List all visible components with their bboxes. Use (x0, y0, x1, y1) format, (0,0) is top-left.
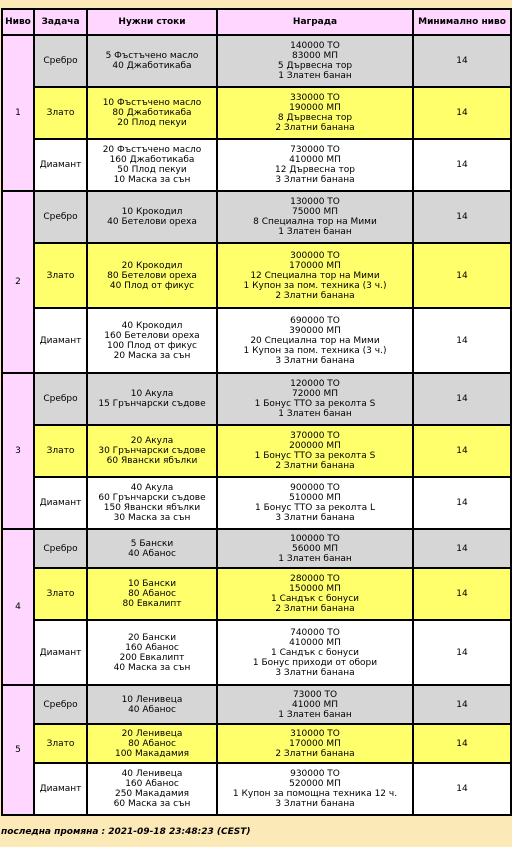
reward-line: 3 Златни банана (275, 799, 355, 809)
task-cell: Диамант (34, 308, 87, 373)
reward-line: 690000 ТО (290, 315, 340, 326)
goods-line: 160 Абанос (125, 642, 179, 653)
table-row (2, 308, 511, 373)
reward-line: 200000 МП (289, 441, 341, 451)
task-cell: Злато (34, 425, 87, 477)
reward-cell (217, 35, 413, 87)
table-row (2, 763, 511, 815)
level-cell: 3 (2, 373, 34, 529)
task-cell: Злато (34, 87, 87, 139)
reward-line: 1 Златен банан (278, 709, 352, 720)
goods-cell (87, 87, 217, 139)
goods-line: 40 Плод от фикус (109, 280, 195, 291)
task-cell: Диамант (34, 139, 87, 191)
table-row (2, 191, 511, 243)
reward-line: 740000 ТО (290, 627, 340, 638)
reward-cell (217, 425, 413, 477)
goods-line: 100 Макадамия (114, 748, 190, 759)
min-level-cell: 14 (413, 763, 511, 815)
reward-line: 1 Сандък с бонуси (270, 594, 360, 604)
goods-line: 40 Акула (130, 483, 174, 493)
level-cell: 2 (2, 191, 34, 373)
reward-line: 83000 МП (291, 51, 339, 61)
table-row (2, 139, 511, 191)
goods-line: 10 Фъстъчено масло (102, 98, 202, 108)
table-row (2, 35, 511, 87)
goods-line: 20 Бански (127, 632, 177, 643)
goods-line: 30 Маска за сън (113, 513, 191, 523)
reward-line: 1 Бонус ТТО за реколта S (254, 451, 376, 461)
min-level-cell: 14 (413, 139, 511, 191)
reward-line: 1 Бонус приходи от обори (252, 657, 378, 668)
reward-line: 20 Специална тор на Мими (250, 335, 380, 346)
last-modified: последна промяна : 2021-09-18 23:48:23 (CEST) (1, 827, 251, 837)
goods-cell (87, 724, 217, 763)
reward-line: 120000 ТО (290, 379, 340, 389)
goods-line: 10 Крокодил (121, 207, 183, 217)
reward-line: 3 Златни банана (275, 355, 355, 366)
table-row (2, 243, 511, 308)
reward-line: 2 Златни банана (275, 290, 355, 301)
task-cell: Сребро (34, 685, 87, 724)
goods-line: 40 Маска за сън (113, 662, 191, 673)
reward-cell (217, 243, 413, 308)
task-cell: Сребро (34, 35, 87, 87)
reward-cell (217, 477, 413, 529)
table-row (2, 685, 511, 724)
goods-line: 200 Евкалипт (119, 652, 185, 663)
header-task: Задача (34, 9, 87, 35)
reward-line: 73000 ТО (292, 689, 338, 700)
reward-line: 2 Златни банана (275, 123, 355, 133)
task-cell: Диамант (34, 477, 87, 529)
min-level-cell: 14 (413, 35, 511, 87)
table-header (2, 9, 511, 35)
goods-line: 80 Абанос (128, 589, 176, 599)
table-row (2, 425, 511, 477)
goods-line: 20 Фъстъчено масло (102, 145, 202, 155)
goods-line: 60 Явански ябълки (106, 456, 198, 466)
task-cell: Сребро (34, 191, 87, 243)
reward-line: 310000 ТО (290, 728, 340, 739)
goods-cell (87, 568, 217, 620)
goods-line: 160 Джаботикаба (109, 155, 195, 165)
task-cell: Диамант (34, 763, 87, 815)
level-cell: 5 (2, 685, 34, 815)
min-level-cell: 14 (413, 477, 511, 529)
goods-line: 20 Крокодил (121, 260, 183, 271)
goods-cell (87, 308, 217, 373)
table-row (2, 87, 511, 139)
min-level-cell: 14 (413, 373, 511, 425)
reward-line: 390000 МП (289, 325, 341, 336)
goods-cell (87, 763, 217, 815)
reward-cell (217, 685, 413, 724)
table-row (2, 477, 511, 529)
reward-line: 2 Златни банана (275, 748, 355, 759)
header-level: Ниво (2, 9, 34, 35)
goods-cell (87, 139, 217, 191)
min-level-cell: 14 (413, 724, 511, 763)
min-level-cell: 14 (413, 620, 511, 685)
goods-line: 10 Ленивеца (121, 694, 183, 705)
reward-line: 8 Специална тор на Мими (253, 217, 377, 227)
goods-line: 10 Бански (127, 579, 177, 589)
reward-line: 510000 МП (289, 493, 341, 503)
reward-line: 100000 ТО (290, 533, 340, 544)
reward-line: 1 Купон за пом. техника (3 ч.) (243, 345, 387, 356)
reward-cell (217, 620, 413, 685)
reward-line: 1 Златен банан (278, 553, 352, 564)
reward-line: 1 Купон за помощна техника 12 ч. (232, 789, 398, 799)
goods-line: 40 Джаботикаба (112, 61, 192, 71)
reward-line: 170000 МП (289, 738, 341, 749)
reward-line: 520000 МП (289, 779, 341, 789)
min-level-cell: 14 (413, 529, 511, 568)
reward-line: 3 Златни банана (275, 513, 355, 523)
goods-cell (87, 529, 217, 568)
goods-cell (87, 685, 217, 724)
reward-line: 2 Златни банана (275, 461, 355, 471)
goods-line: 10 Маска за сън (113, 175, 191, 185)
reward-line: 150000 МП (289, 584, 341, 594)
goods-line: 160 Абанос (125, 779, 179, 789)
goods-cell (87, 477, 217, 529)
reward-cell (217, 191, 413, 243)
goods-cell (87, 35, 217, 87)
reward-line: 8 Дървесна тор (277, 113, 353, 123)
reward-line: 1 Бонус ТТО за реколта L (255, 503, 375, 513)
reward-line: 190000 МП (289, 103, 341, 113)
goods-line: 250 Макадамия (114, 789, 190, 799)
goods-line: 40 Абанос (128, 704, 176, 715)
reward-line: 1 Златен банан (278, 71, 352, 81)
reward-cell (217, 529, 413, 568)
table-row (2, 620, 511, 685)
table-row (2, 568, 511, 620)
task-cell: Диамант (34, 620, 87, 685)
reward-line: 1 Златен банан (278, 227, 352, 237)
task-cell: Сребро (34, 529, 87, 568)
goods-line: 10 Акула (130, 389, 174, 399)
reward-line: 900000 ТО (290, 483, 340, 493)
min-level-cell: 14 (413, 191, 511, 243)
min-level-cell: 14 (413, 243, 511, 308)
reward-line: 170000 МП (289, 260, 341, 271)
goods-line: 80 Бетелови ореха (107, 270, 197, 281)
reward-line: 730000 ТО (290, 145, 340, 155)
table-row (2, 724, 511, 763)
header-row (2, 9, 511, 35)
task-cell: Сребро (34, 373, 87, 425)
reward-line: 370000 ТО (290, 431, 340, 441)
reward-line: 5 Дървесна тор (277, 61, 353, 71)
table-row (2, 373, 511, 425)
min-level-cell: 14 (413, 87, 511, 139)
reward-cell (217, 724, 413, 763)
header-reward: Награда (217, 9, 413, 35)
reward-line: 130000 ТО (290, 197, 340, 207)
reward-line: 12 Специална тор на Мими (250, 270, 380, 281)
goods-line: 5 Бански (130, 538, 174, 549)
goods-line: 20 Акула (130, 436, 174, 446)
goods-line: 15 Грънчарски съдове (98, 399, 206, 409)
reward-line: 56000 МП (291, 543, 339, 554)
goods-line: 60 Маска за сън (113, 799, 191, 809)
reward-line: 330000 ТО (290, 93, 340, 103)
reward-cell (217, 373, 413, 425)
goods-cell (87, 191, 217, 243)
goods-line: 80 Евкалипт (122, 599, 182, 609)
level-cell: 1 (2, 35, 34, 191)
reward-cell (217, 87, 413, 139)
goods-line: 80 Джаботикаба (112, 108, 192, 118)
min-level-cell: 14 (413, 425, 511, 477)
min-level-cell: 14 (413, 308, 511, 373)
tasks-table (1, 8, 512, 816)
reward-line: 1 Златен банан (278, 409, 352, 419)
goods-line: 20 Ленивеца (121, 728, 183, 739)
goods-line: 30 Грънчарски съдове (98, 446, 206, 456)
reward-line: 2 Златни банана (275, 604, 355, 614)
reward-line: 410000 МП (289, 155, 341, 165)
goods-line: 20 Маска за сън (113, 350, 191, 361)
reward-line: 410000 МП (289, 637, 341, 648)
goods-cell (87, 373, 217, 425)
reward-line: 300000 ТО (290, 250, 340, 261)
goods-line: 5 Фъстъчено масло (105, 51, 199, 61)
reward-cell (217, 568, 413, 620)
min-level-cell: 14 (413, 685, 511, 724)
reward-line: 1 Купон за пом. техника (3 ч.) (243, 280, 387, 291)
reward-line: 1 Сандък с бонуси (270, 647, 360, 658)
task-cell: Злато (34, 724, 87, 763)
goods-line: 60 Грънчарски съдове (98, 493, 206, 503)
goods-line: 40 Ленивеца (121, 769, 183, 779)
goods-line: 50 Плод пекуи (117, 165, 187, 175)
reward-line: 41000 МП (291, 699, 339, 710)
reward-cell (217, 763, 413, 815)
reward-line: 930000 ТО (290, 769, 340, 779)
goods-line: 40 Абанос (128, 548, 176, 559)
reward-line: 3 Златни банана (275, 667, 355, 678)
reward-cell (217, 139, 413, 191)
goods-cell (87, 425, 217, 477)
goods-line: 80 Абанос (128, 738, 176, 749)
header-min-level: Минимално ниво (413, 9, 511, 35)
goods-line: 150 Явански ябълки (103, 503, 201, 513)
header-goods: Нужни стоки (87, 9, 217, 35)
reward-line: 280000 ТО (290, 574, 340, 584)
reward-line: 12 Дървесна тор (275, 165, 355, 175)
level-cell: 4 (2, 529, 34, 685)
reward-line: 72000 МП (291, 389, 339, 399)
goods-line: 40 Крокодил (121, 320, 183, 331)
task-cell: Злато (34, 568, 87, 620)
goods-line: 40 Бетелови ореха (107, 217, 197, 227)
min-level-cell: 14 (413, 568, 511, 620)
task-cell: Злато (34, 243, 87, 308)
goods-line: 160 Бетелови ореха (104, 330, 200, 341)
reward-line: 3 Златни банана (275, 175, 355, 185)
goods-cell (87, 243, 217, 308)
goods-cell (87, 620, 217, 685)
goods-line: 100 Плод от фикус (106, 340, 197, 351)
reward-line: 1 Бонус ТТО за реколта S (254, 399, 376, 409)
reward-line: 75000 МП (291, 207, 339, 217)
table-row (2, 529, 511, 568)
reward-cell (217, 308, 413, 373)
goods-line: 20 Плод пекуи (117, 118, 187, 128)
table-body (2, 35, 511, 815)
reward-line: 140000 ТО (290, 41, 340, 51)
